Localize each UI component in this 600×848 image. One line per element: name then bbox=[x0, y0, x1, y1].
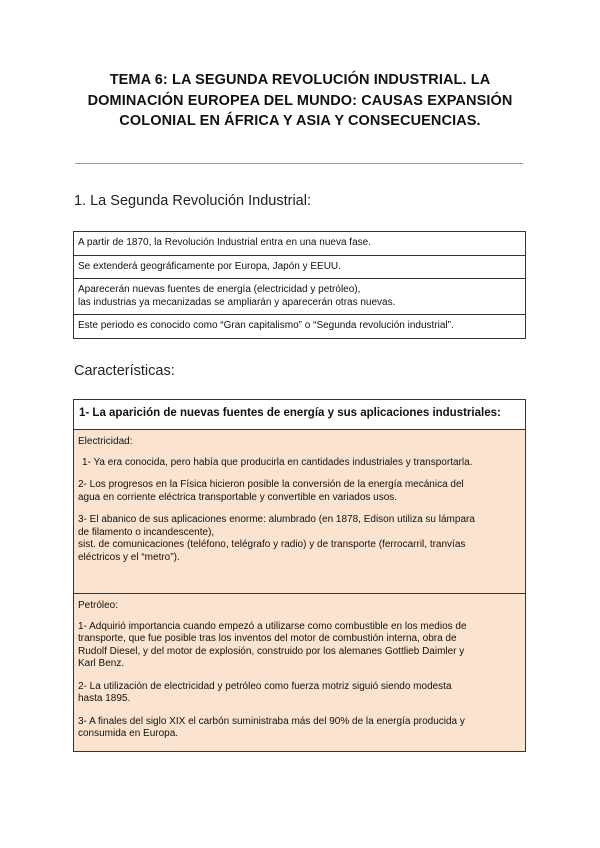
electricidad-point-3c: sist. de comunicaciones (teléfono, telégrafo y radio) y de transporte (ferrocarril, tranvías bbox=[78, 539, 466, 550]
petroleo-point-1a: 1- Adquirió importancia cuando empezó a utilizarse como combustible en los medios de bbox=[78, 620, 467, 632]
electricidad-point-1: 1- Ya era conocida, pero había que producirla en cantidades industriales y transportarla. bbox=[82, 456, 473, 468]
table-row bbox=[74, 315, 526, 339]
table-cell: Se extenderá geográficamente por Europa, Japón y EEUU. bbox=[74, 255, 526, 279]
petroleo-point-1c: Rudolf Diesel, y del motor de explosión, construido por los alemanes Gottlieb Daimler y bbox=[78, 645, 465, 657]
table-row bbox=[74, 232, 526, 256]
intro-table bbox=[73, 231, 526, 339]
table-row bbox=[74, 255, 526, 279]
energy-sources-box bbox=[73, 399, 526, 752]
title-line-3: COLONIAL EN ÁFRICA Y ASIA Y CONSECUENCIAS. bbox=[119, 113, 481, 129]
electricidad-label: Electricidad: bbox=[78, 436, 133, 447]
title-line-1: TEMA 6: LA SEGUNDA REVOLUCIÓN INDUSTRIAL. LA bbox=[109, 72, 491, 88]
horizontal-divider bbox=[75, 163, 523, 164]
petroleo-point-3a: 3- A finales del siglo XIX el carbón suministraba más del 90% de la energía producida y bbox=[78, 715, 465, 727]
petroleo-label: Petróleo: bbox=[78, 600, 119, 611]
petroleo-point-2b: hasta 1895. bbox=[78, 693, 131, 704]
table-cell: A partir de 1870, la Revolución Industrial entra en una nueva fase. bbox=[74, 232, 526, 256]
petroleo-point-2a: 2- La utilización de electricidad y petróleo como fuerza motriz siguió siendo modesta bbox=[78, 680, 452, 692]
box-title: 1- La aparición de nuevas fuentes de energía y sus aplicaciones industriales: bbox=[74, 400, 525, 430]
electricidad-point-3a: 3- El abanico de sus aplicaciones enorme: alumbrado (en 1878, Edison utiliza su lámpara bbox=[78, 514, 475, 525]
section-heading-segunda-revolucion: 1. La Segunda Revolución Industrial: bbox=[74, 193, 311, 209]
petroleo-point-3b: consumida en Europa. bbox=[78, 728, 179, 739]
petroleo-cell bbox=[74, 594, 525, 751]
table-cell: Este periodo es conocido como “Gran capitalismo” o “Segunda revolución industrial”. bbox=[74, 315, 526, 339]
electricidad-point-2b: agua en corriente eléctrica transportable y convertible en variados usos. bbox=[78, 491, 398, 503]
table-row bbox=[74, 279, 526, 315]
table-cell bbox=[74, 279, 526, 315]
document-title bbox=[60, 70, 540, 132]
petroleo-point-1b: transporte, que fue posible tras los inventos del motor de combustión interna, obra de bbox=[78, 633, 457, 644]
electricidad-point-3b: de filamento o incandescente), bbox=[78, 526, 215, 538]
section-heading-caracteristicas: Características: bbox=[74, 363, 175, 379]
cell-line: las industrias ya mecanizadas se ampliarán y aparecerán otras nuevas. bbox=[78, 296, 396, 308]
electricidad-point-2a: 2- Los progresos en la Física hicieron posible la conversión de la energía mecánica del bbox=[78, 479, 464, 490]
cell-line: Aparecerán nuevas fuentes de energía (electricidad y petróleo), bbox=[78, 284, 361, 295]
petroleo-point-1d: Karl Benz. bbox=[78, 658, 125, 669]
title-line-2: DOMINACIÓN EUROPEA DEL MUNDO: CAUSAS EXPANSIÓN bbox=[87, 92, 513, 109]
electricidad-cell bbox=[74, 430, 525, 594]
electricidad-point-3d: eléctricos y el “metro”). bbox=[78, 551, 180, 563]
